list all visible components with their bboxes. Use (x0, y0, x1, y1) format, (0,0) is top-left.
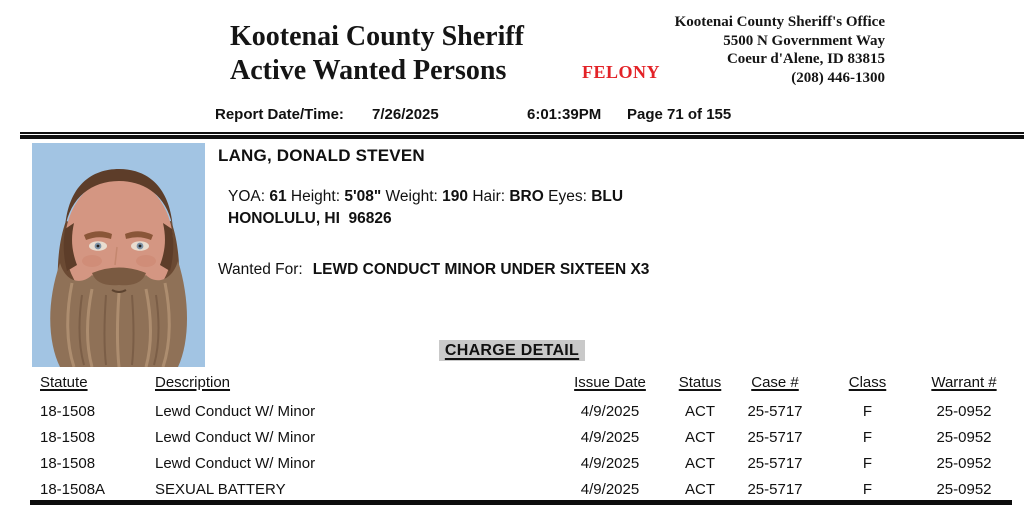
table-cell: F (862, 480, 873, 498)
table-cell: 18-1508 (40, 454, 96, 472)
table-row (30, 450, 1010, 476)
bio-label: Hair: (468, 188, 510, 205)
bio-label: Height: (286, 188, 345, 205)
table-cell: ACT (685, 480, 715, 498)
table-cell: 25-0952 (936, 480, 992, 498)
office-address (560, 13, 885, 87)
bio-value: BLU (591, 188, 624, 205)
report-title (230, 20, 524, 88)
header-divider-rule (20, 132, 1024, 139)
table-cell: ACT (685, 402, 715, 420)
table-cell: 25-5717 (747, 402, 803, 420)
column-header-class: Class (848, 374, 887, 391)
mugshot-illustration (32, 143, 205, 367)
bio-value: 5'08" (344, 188, 382, 205)
charge-table (30, 374, 1010, 502)
column-header-statute: Statute (40, 374, 88, 391)
column-header-case: Case # (751, 374, 799, 391)
table-cell: ACT (685, 428, 715, 446)
table-row (30, 476, 1010, 502)
table-cell: 4/9/2025 (580, 402, 640, 420)
office-address-line: Coeur d'Alene, ID 83815 (726, 51, 885, 67)
table-cell: 4/9/2025 (580, 428, 640, 446)
column-header-issue-date: Issue Date (574, 374, 646, 391)
table-cell: ACT (685, 454, 715, 472)
bio-value: 61 (269, 188, 287, 205)
felony-badge: FELONY (582, 62, 661, 82)
table-cell: F (862, 428, 873, 446)
table-cell: 18-1508 (40, 428, 96, 446)
table-cell: 25-0952 (936, 428, 992, 446)
wanted-for-line (218, 261, 649, 279)
column-header-warrant: Warrant # (931, 374, 997, 391)
page-number: Page 71 of 155 (627, 106, 732, 123)
table-cell: 25-0952 (936, 402, 992, 420)
column-header-status: Status (678, 374, 722, 391)
table-cell: F (862, 454, 873, 472)
report-meta-line (0, 106, 1024, 126)
bio-value: BRO (509, 188, 544, 205)
table-cell: 18-1508A (40, 480, 106, 498)
footer-divider-rule (30, 500, 1012, 505)
person-name: LANG, DONALD STEVEN (218, 146, 425, 165)
office-address-line: Kootenai County Sheriff's Office (674, 14, 885, 30)
wanted-for-label: Wanted For: (218, 261, 303, 278)
charge-table-header (30, 374, 1010, 391)
table-cell: Lewd Conduct W/ Minor (155, 402, 316, 420)
table-cell: 25-5717 (747, 480, 803, 498)
report-date-label: Report Date/Time: (215, 106, 344, 123)
table-row (30, 398, 1010, 424)
person-city: HONOLULU, HI 96826 (228, 210, 392, 227)
table-cell: Lewd Conduct W/ Minor (155, 428, 316, 446)
bio-value: 190 (442, 188, 469, 205)
column-header-description: Description (155, 374, 231, 391)
bio-label: YOA: (228, 188, 270, 205)
report-date-value: 7/26/2025 (372, 106, 439, 123)
office-address-line: 5500 N Government Way (723, 32, 885, 49)
mugshot-photo (32, 143, 205, 367)
bio-label: Weight: (381, 188, 443, 205)
table-row (30, 424, 1010, 450)
table-cell: F (862, 402, 873, 420)
wanted-for-value: LEWD CONDUCT MINOR UNDER SIXTEEN X3 (312, 261, 650, 278)
office-address-line: (208) 446-1300 (791, 69, 885, 86)
table-cell: 4/9/2025 (580, 480, 640, 498)
bio-line (228, 188, 623, 206)
table-cell: 4/9/2025 (580, 454, 640, 472)
charge-table-body (30, 398, 1010, 502)
bio-label: Eyes: (543, 188, 592, 205)
table-cell: 25-0952 (936, 454, 992, 472)
charge-detail-section (0, 340, 1024, 361)
report-title-line1: Kootenai County Sheriff (230, 21, 524, 52)
table-cell: 25-5717 (747, 428, 803, 446)
report-time-value: 6:01:39PM (527, 106, 602, 123)
table-cell: 18-1508 (40, 402, 96, 420)
table-cell: SEXUAL BATTERY (155, 480, 286, 498)
table-cell: Lewd Conduct W/ Minor (155, 454, 316, 472)
report-title-line2: Active Wanted Persons (230, 55, 507, 86)
table-cell: 25-5717 (747, 454, 803, 472)
charge-detail-title: CHARGE DETAIL (439, 340, 585, 361)
